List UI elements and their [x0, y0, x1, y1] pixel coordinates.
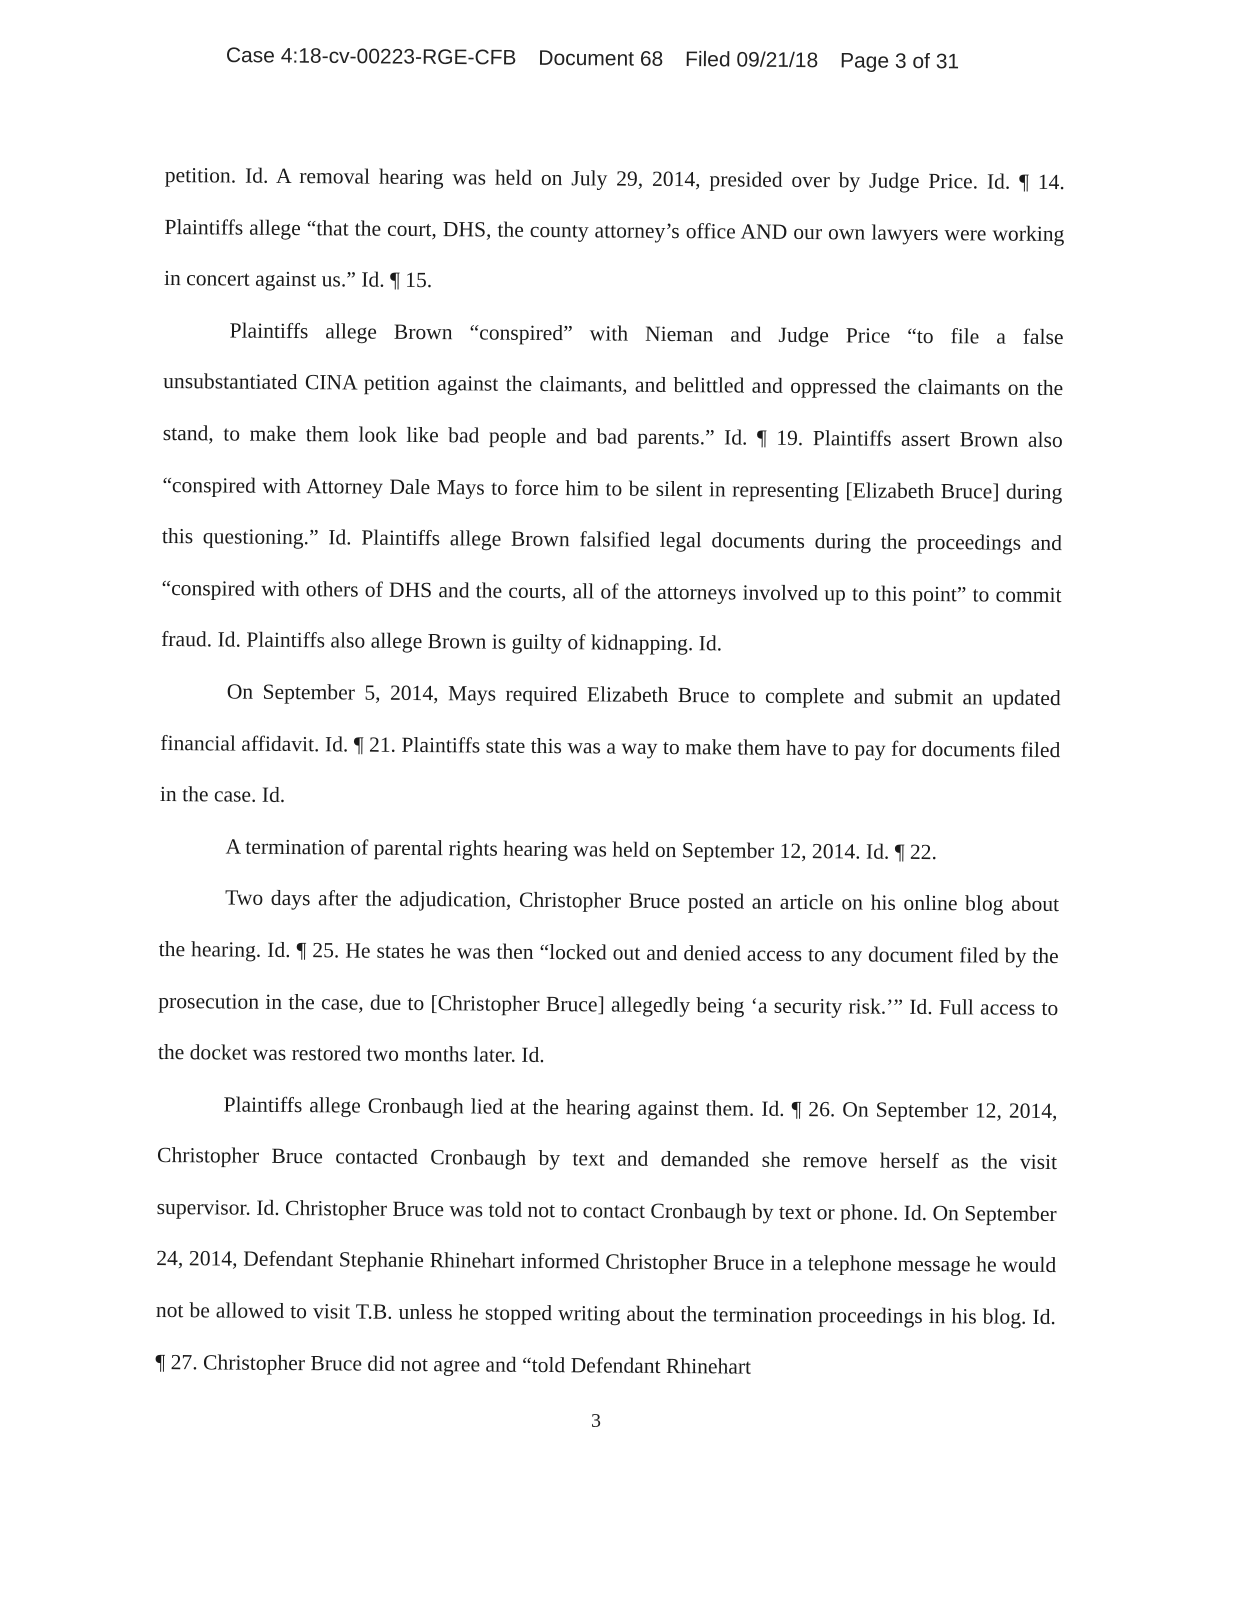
document-number: Document 68	[538, 46, 664, 71]
paragraph-5: Two days after the adjudication, Christopher Bruce posted an article on his online blog about the hearing. Id. ¶ 25. He states he was then “locked out and denied access to any document filed by the prosecution in the case, due to [Christopher Bruce] allegedly being ‘a security risk.’” Id. Full access to the docket was restored two months later. Id.	[157, 885, 1060, 1068]
page-count: Page 3 of 31	[839, 49, 960, 74]
filed-date: Filed 09/21/18	[684, 48, 819, 73]
case-header	[226, 44, 1026, 75]
paragraph-3: On September 5, 2014, Mays required Elizabeth Bruce to complete and submit an updated financial affidavit. Id. ¶ 21. Plaintiffs state this was a way to make them have to pay for documents filed in the case. Id.	[159, 679, 1061, 808]
paragraph-1: petition. Id. A removal hearing was held on July 29, 2014, presided over by Judge Price. Id. ¶ 14. Plaintiffs allege “that the court, DHS, the county attorney’s office AND our own lawyers were working in concert against us.” Id. ¶ 15.	[163, 162, 1065, 293]
paragraph-4: A termination of parental rights hearing was held on September 12, 2014. Id. ¶ 22.	[225, 834, 938, 864]
document-body	[155, 150, 1065, 1395]
page-number: 3	[591, 1410, 601, 1432]
case-number: Case 4:18-cv-00223-RGE-CFB	[225, 44, 517, 70]
paragraph-2: Plaintiffs allege Brown “conspired” with Nieman and Judge Price “to file a false unsubstantiated CINA petition against the claimants, and belittled and oppressed the claimants on the stand, to make them look like bad people and bad parents.” Id. ¶ 19. Plaintiffs assert Brown also “conspired with Attorney Dale Mays to force him to be silent in representing [Elizabeth Bruce] during this questioning.” Id. Plaintiffs allege Brown falsified legal documents during the proceedings and “conspired with others of DHS and the courts, all of the attorneys involved up to this point” to commit fraud. Id. Plaintiffs also allege Brown is guilty of kidnapping. Id.	[161, 318, 1064, 656]
paragraph-6: Plaintiffs allege Cronbaugh lied at the hearing against them. Id. ¶ 26. On September 12, 2014, Christopher Bruce contacted Cronbaugh by text and demanded she remove herself as the visit supervisor. Id. Christopher Bruce was told not to contact Cronbaugh by text or phone. Id. On September 24, 2014, Defendant Stephanie Rhinehart informed Christopher Bruce in a telephone message he would not be allowed to visit T.B. unless he stopped writing about the termination proceedings in his blog. Id. ¶ 27. Christopher Bruce did not agree and “told Defendant Rhinehart	[155, 1092, 1058, 1379]
